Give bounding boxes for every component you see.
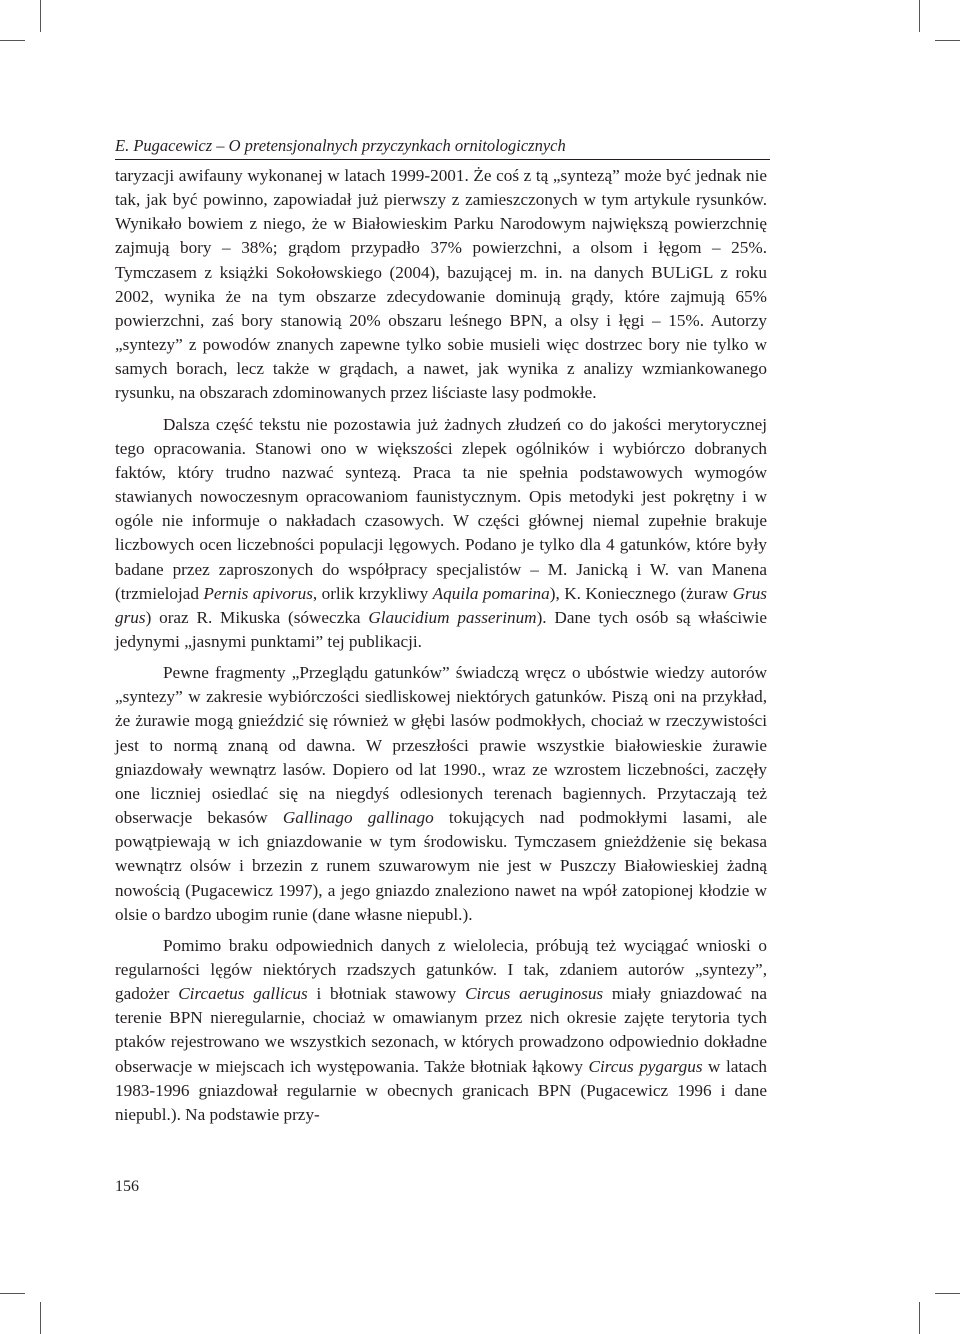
species-name-italic: Gallinago gallinago	[282, 808, 434, 828]
text-run: w latach 1983-1996 gniazdował regularnie w obecnych granicach BPN (Pugacewicz 1996 i dane niepubl.). Na podstawie przy-	[115, 1056, 767, 1124]
crop-mark-bottom-right-horizontal	[935, 1293, 960, 1294]
species-name-italic: Circaetus gallicus	[178, 984, 308, 1004]
running-header: E. Pugacewicz – O pretensjonalnych przyczynkach ornitologicznych	[115, 135, 770, 160]
text-run: i błotniak stawowy	[307, 984, 466, 1004]
paragraph	[115, 934, 767, 1127]
text-run: ) oraz R. Mikuska (sóweczka	[145, 607, 369, 627]
crop-mark-top-right-horizontal	[935, 40, 960, 41]
text-run: , orlik krzykliwy	[312, 583, 433, 603]
crop-mark-top-right-vertical	[919, 0, 920, 32]
crop-mark-bottom-left-vertical	[40, 1302, 41, 1334]
text-run: ). Dane tych osób są właściwie jedynymi „jasnymi punktami” tej publikacji.	[115, 607, 767, 651]
species-name-italic: Grus grus	[115, 583, 767, 627]
text-run: ), K. Koniecznego (żuraw	[549, 583, 733, 603]
species-name-italic: Circus aeruginosus	[465, 984, 604, 1004]
crop-mark-top-left-horizontal	[0, 40, 25, 41]
text-run: taryzacji awifauny wykonanej w latach 1999-2001. Że coś z tą „syntezą” może być jednak nie tak, jak być powinno, zapowiadał już pierwszy z zamieszczonych w tym artykule rysunków. Wynikało bowiem z niego, że w Białowieskim Parku Narodowym największą powierzchnię zajmują bory – 38%; grądom przypadło 37% powierzchni, a olsom i łęgom – 25%. Tymczasem z książki Sokołowskiego (2004), bazującej m. in. na danych BULiGL z roku 2002, wynika że na tym obszarze zdecydowanie dominują grądy, które zajmują 65% powierzchni, zaś bory stanowią 20% obszaru leśnego BPN, a olsy i łęgi – 15%. Autorzy „syntezy” z powodów znanych zapewne tylko sobie musieli więc dostrzec bory nie tylko w samych borach, lecz także w grądach, a nawet, jak wynika z analizy wzmiankowanego rysunku, na obszarach zdominowanych przez liściaste lasy podmokłe.	[115, 166, 767, 403]
species-name-italic: Circus pygargus	[588, 1056, 703, 1076]
species-name-italic: Aquila pomarina	[432, 583, 550, 603]
text-run: miały gniazdować na terenie BPN nieregularnie, chociaż w omawianym przez nich okresie zajęte terytoria tych ptaków rejestrowano we wszystkich sezonach, w których prowadzono odpowiednio dokładne obserwacje w miejscach ich występowania. Także błotniak łąkowy	[115, 984, 767, 1076]
crop-mark-bottom-right-vertical	[919, 1302, 920, 1334]
text-run: Pewne fragmenty „Przeglądu gatunków” świadczą wręcz o ubóstwie wiedzy autorów „syntezy” w zakresie wybiórczości siedliskowej niektórych gatunków. Piszą oni na przykład, że żurawie mogą gnieździć się również w głębi lasów podmokłych, chociaż w rzeczywistości jest to normą znaną od dawna. W przeszłości prawie wszystkie białowieskie żurawie gniazdowały wewnątrz lasów. Dopiero od lat 1990., wraz ze wzrostem liczebności, zaczęły one liczniej osiedlać się na niegdyś odlesionych terenach bagiennych. Przytaczają też obserwacje bekasów	[115, 663, 767, 828]
species-name-italic: Pernis apivorus	[203, 583, 313, 603]
text-run: tokujących nad podmokłymi lasami, ale powątpiewają w ich gniazdowanie w tym środowisku. Tymczasem gnieżdżenie się bekasa wewnątrz olsów i brzezin z runem szuwarowym nie jest w Puszczy Białowieskiej żadną nowością (Pugacewicz 1997), a jego gniazdo znaleziono nawet na wpół zatopionej kłodzie w olsie o bardzo ubogim runie (dane własne niepubl.).	[115, 808, 767, 924]
paragraph	[115, 164, 767, 406]
text-run: Pomimo braku odpowiednich danych z wielolecia, próbują też wyciągać wnioski o regularności lęgów niektórych rzadszych gatunków. I tak, zdaniem autorów „syntezy”, gadożer	[115, 935, 767, 1004]
species-name-italic: Glaucidium passerinum	[368, 607, 537, 627]
article-body	[115, 164, 767, 1127]
crop-mark-top-left-vertical	[40, 0, 41, 32]
paragraph	[115, 413, 767, 655]
page-number: 156	[115, 1178, 139, 1195]
text-run: Dalsza część tekstu nie pozostawia już żadnych złudzeń co do jakości merytorycznej tego opracowania. Stanowi ono w większości zlepek ogólników i wybiórczo dobranych faktów, który trudno nazwać syntezą. Praca ta nie spełnia podstawowych wymogów stawianych nowoczesnym opracowaniom faunistycznym. Opis metodyki jest pokrętny i w ogóle nie informuje o nakładach czasowych. W części głównej niemal zupełnie brakuje liczbowych ocen liczebności populacji lęgowych. Podano je tylko dla 4 gatunków, które były badane przez zaproszonych do współpracy specjalistów – M. Janicką i W. van Manena (trzmielojad	[115, 414, 767, 603]
paragraph	[115, 661, 767, 927]
crop-mark-bottom-left-horizontal	[0, 1293, 25, 1294]
